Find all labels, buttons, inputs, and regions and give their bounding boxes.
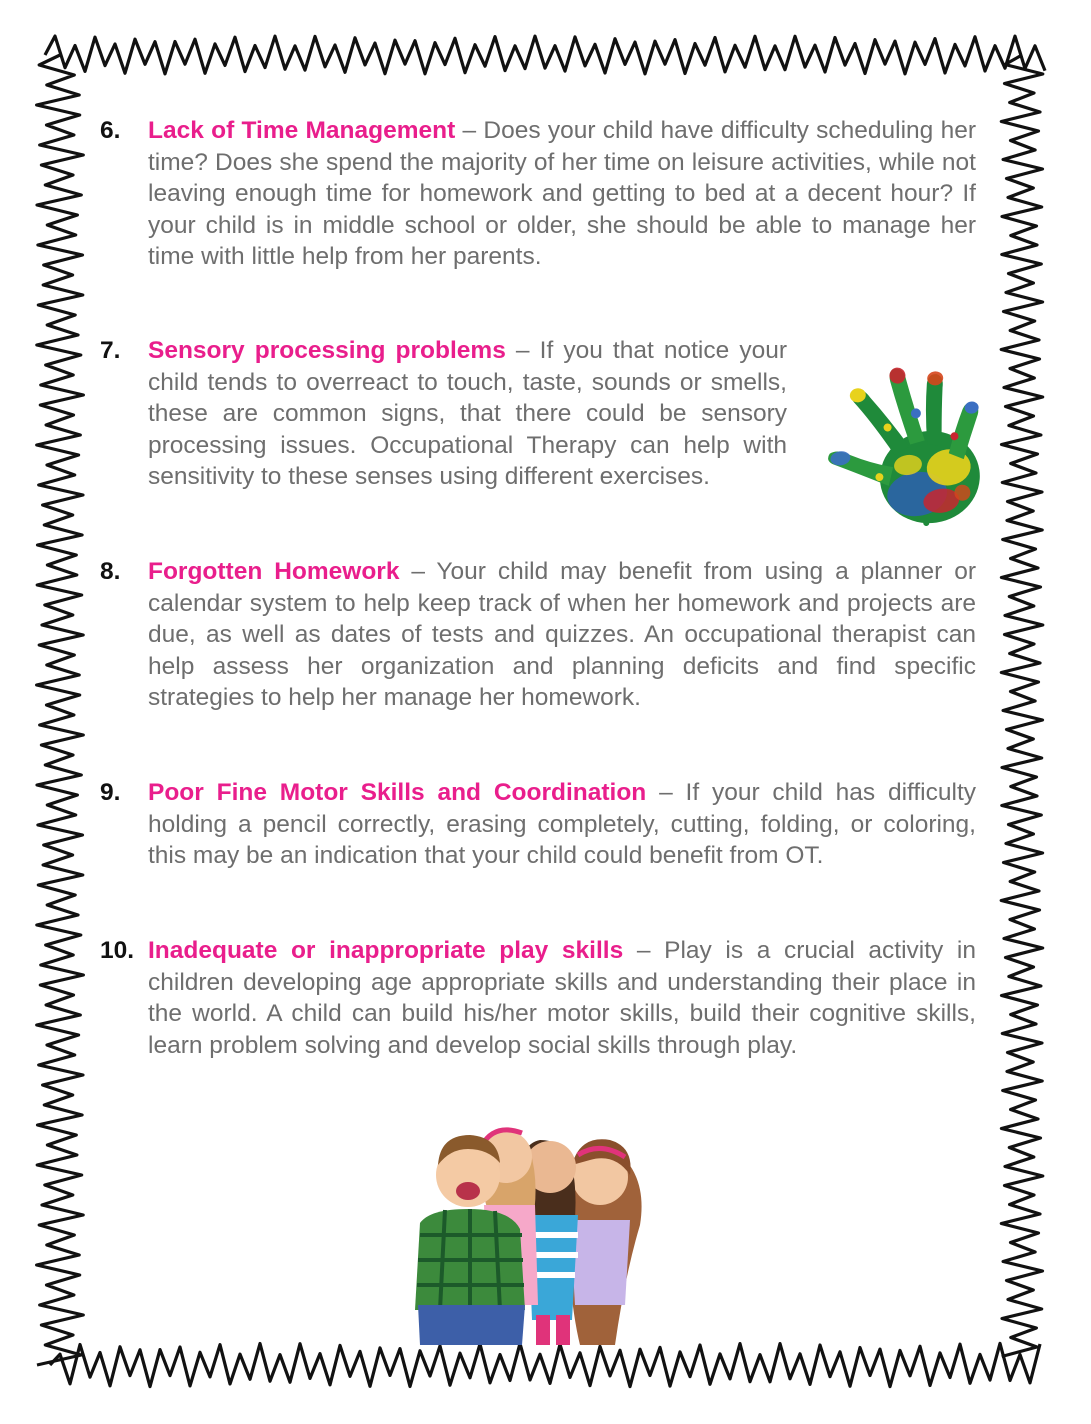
item-dash: – xyxy=(455,117,484,144)
item-text: If your child has difficulty holding a pencil correctly, erasing completely, cutting, folding, or coloring, this may be an indication that your child could benefit from OT. xyxy=(148,779,977,869)
item-text: Play is a crucial activity in children developing age appropriate skills and understanding their place in the world. A child can build his/her motor skills, build their cognitive skills, learn problem solving and develop social skills through play. xyxy=(148,937,976,1059)
list-item-10 xyxy=(100,935,976,1061)
bottom-zigzag-border xyxy=(50,1343,1040,1386)
item-number: 6. xyxy=(100,117,121,144)
item-heading: Sensory processing problems xyxy=(148,337,506,364)
list-item-8 xyxy=(100,556,976,714)
item-dash: – xyxy=(505,337,540,364)
item-body xyxy=(148,777,976,872)
item-body xyxy=(148,935,976,1061)
list-item-6 xyxy=(100,115,976,273)
item-number: 7. xyxy=(100,337,121,364)
item-number: 9. xyxy=(100,779,121,806)
smiling-children-photo xyxy=(410,1105,655,1345)
list-item-9 xyxy=(100,777,976,872)
item-dash: – xyxy=(623,937,665,964)
right-zigzag-border xyxy=(1001,55,1043,1357)
item-text: If you that notice your child tends to overreact to touch, taste, sounds or smells, these are common signs, that there could be sensory processing issues. Occupational Therapy can help with sensitivity to these senses using different exercises. xyxy=(148,337,787,490)
item-heading: Lack of Time Management xyxy=(148,117,456,144)
item-body xyxy=(148,115,976,273)
item-number: 10. xyxy=(100,937,135,964)
item-text: Your child may benefit from using a planner or calendar system to help keep track of when her homework and projects are due, as well as dates of tests and quizzes. An occupational therapist can help assess her organization and planning deficits and find specific strategies to help her manage her homework. xyxy=(148,558,976,711)
item-number: 8. xyxy=(100,558,121,585)
item-heading: Inadequate or inappropriate play skills xyxy=(148,937,624,964)
item-body xyxy=(148,556,976,714)
left-zigzag-border xyxy=(37,55,84,1365)
item-heading: Poor Fine Motor Skills and Coordination xyxy=(148,779,647,806)
list-item-7 xyxy=(100,335,787,493)
item-dash: – xyxy=(399,558,437,585)
item-text: Does your child have difficulty scheduling her time? Does she spend the majority of her time on leisure activities, while not leaving enough time for homework and getting to bed at a decent hour? If your child is in middle school or older, she should be able to manage her time with little help from her parents. xyxy=(148,117,976,270)
item-heading: Forgotten Homework xyxy=(148,558,400,585)
item-body xyxy=(148,335,787,493)
painted-handprint-icon xyxy=(818,355,993,535)
top-zigzag-border xyxy=(45,36,1045,74)
item-dash: – xyxy=(646,779,686,806)
